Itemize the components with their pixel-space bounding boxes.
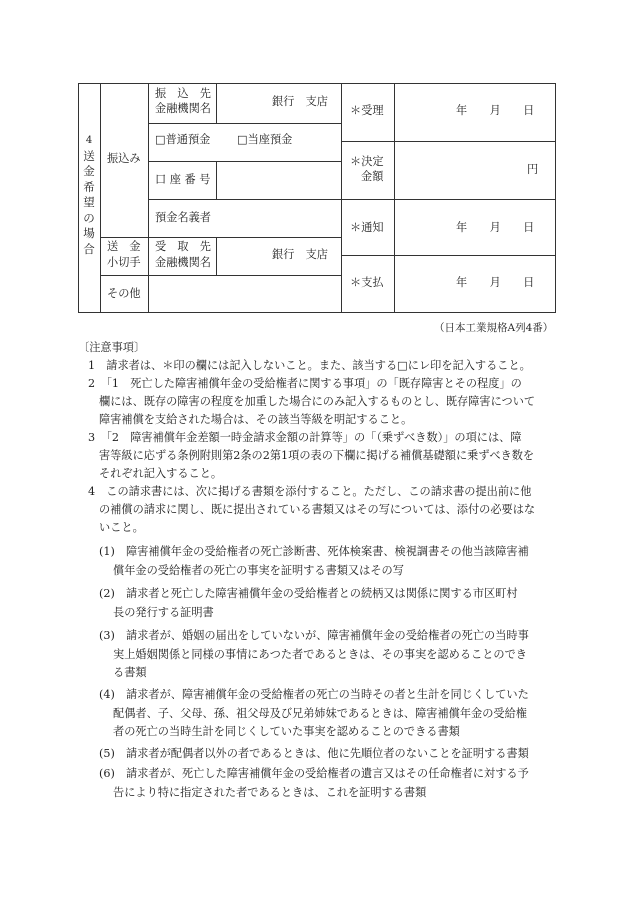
- kettei-label-2: 金額: [361, 170, 384, 183]
- note-line: の補償の請求に関し、既に提出されている書類又はその写については、添付の必要はな: [99, 503, 536, 516]
- note-line: 償年金の受給権者の死亡の事実を証明する書類又はその写: [113, 564, 404, 577]
- note-line: 欄には、既存の障害の程度を加重した場合にのみ記入するものとし、既存障害について: [99, 395, 536, 408]
- kettei-label-1: ＊決定: [350, 155, 384, 168]
- other-field[interactable]: [149, 276, 341, 312]
- account-holder-label: 預金名義者: [155, 211, 211, 224]
- receiver-bank-label-2: 金融機関名: [155, 256, 211, 269]
- note-line: 4 この請求書には、次に掲げる書類を添付すること。ただし、この請求書の提出前に他: [88, 485, 532, 498]
- other-label: その他: [107, 287, 141, 300]
- note-line: 2 「1 死亡した障害補償年金の受給権者に関する事項」の「既存障害とその程度」の: [88, 377, 522, 390]
- note-line: (5) 請求者が配偶者以外の者であるときは、他に先順位者のないことを証明する書類: [99, 747, 529, 760]
- shiharai-label: ＊支払: [350, 276, 384, 289]
- shiharai-date-field[interactable]: 年 月 日: [456, 276, 535, 289]
- note-line: いこと。: [99, 521, 144, 534]
- account-number-label: 口 座 番 号: [155, 173, 211, 186]
- receiver-bank-label-1: 受 取 先: [155, 240, 211, 253]
- tsuchi-label: ＊通知: [350, 221, 384, 234]
- note-line: 3 「2 障害補償年金差額一時金請求金額の計算等」の「（乗ずべき数）」の項には、障: [88, 431, 522, 444]
- check-label-2: 小切手: [107, 256, 141, 269]
- note-line: 者の死亡の当時生計を同じくしていた事実を認めることのできる書類: [113, 725, 460, 738]
- note-line: (3) 請求者が、婚姻の届出をしていないが、障害補償年金の受給権者の死亡の当時事: [99, 629, 529, 642]
- standard-note: （日本工業規格A列4番）: [434, 322, 554, 334]
- note-line: 害等級に応ずる条例附則第2条の2第1項の表の下欄に掲げる補償基礎額に乗ずべき数を: [99, 449, 535, 462]
- note-line: (2) 請求者と死亡した障害補償年金の受給権者との続柄又は関係に関する市区町村: [99, 587, 518, 600]
- note-line: 配偶者、子、父母、孫、祖父母及び兄弟姉妹であるときは、障害補償年金の受給権: [113, 707, 527, 720]
- note-line: 告により特に指定された者であるときは、これを証明する書類: [113, 786, 427, 799]
- notes-heading: 〔注意事項〕: [78, 341, 146, 354]
- section-label-vertical: 4 送 金 希 望 の 場 合: [83, 135, 95, 256]
- note-line: 長の発行する証明書: [113, 606, 214, 619]
- account-type-futsu-checkbox[interactable]: □普通預金: [155, 133, 211, 146]
- note-line: それぞれ記入すること。: [99, 467, 223, 480]
- kettei-amount-field[interactable]: 円: [527, 163, 539, 176]
- note-line: (1) 障害補償年金の受給権者の死亡診断書、死体検案書、検視調書その他当該障害補: [99, 545, 529, 558]
- note-line: る書類: [113, 666, 147, 679]
- furikomi-label: 振込み: [107, 152, 141, 165]
- account-type-toza-checkbox[interactable]: □当座預金: [237, 133, 293, 146]
- note-line: 1 請求者は、＊印の欄には記入しないこと。また、該当する□にレ印を記入すること。: [88, 359, 531, 372]
- account-number-field[interactable]: [217, 162, 341, 199]
- note-line: 障害補償を支給された場合は、その該当等級を明記すること。: [99, 413, 413, 426]
- furikomi-bank-field[interactable]: 銀行 支店: [272, 95, 328, 108]
- juri-label: ＊受理: [350, 104, 384, 117]
- account-holder-field[interactable]: [217, 200, 341, 237]
- receiver-bank-field[interactable]: 銀行 支店: [272, 248, 328, 261]
- note-line: (6) 請求者が、死亡した障害補償年金の受給権者の遺言又はその任命権者に対する予: [99, 767, 529, 780]
- note-line: (4) 請求者が、障害補償年金の受給権者の死亡の当時その者と生計を同じくしていた: [99, 688, 529, 701]
- furikomi-bank-label-2: 金融機関名: [155, 102, 211, 115]
- juri-date-field[interactable]: 年 月 日: [456, 104, 535, 117]
- note-line: 実上婚姻関係と同様の事情にあつた者であるときは、その事実を認めることのでき: [113, 648, 527, 661]
- check-label-1: 送 金: [107, 240, 141, 253]
- furikomi-bank-label-1: 振 込 先: [155, 87, 211, 100]
- tsuchi-date-field[interactable]: 年 月 日: [456, 221, 535, 234]
